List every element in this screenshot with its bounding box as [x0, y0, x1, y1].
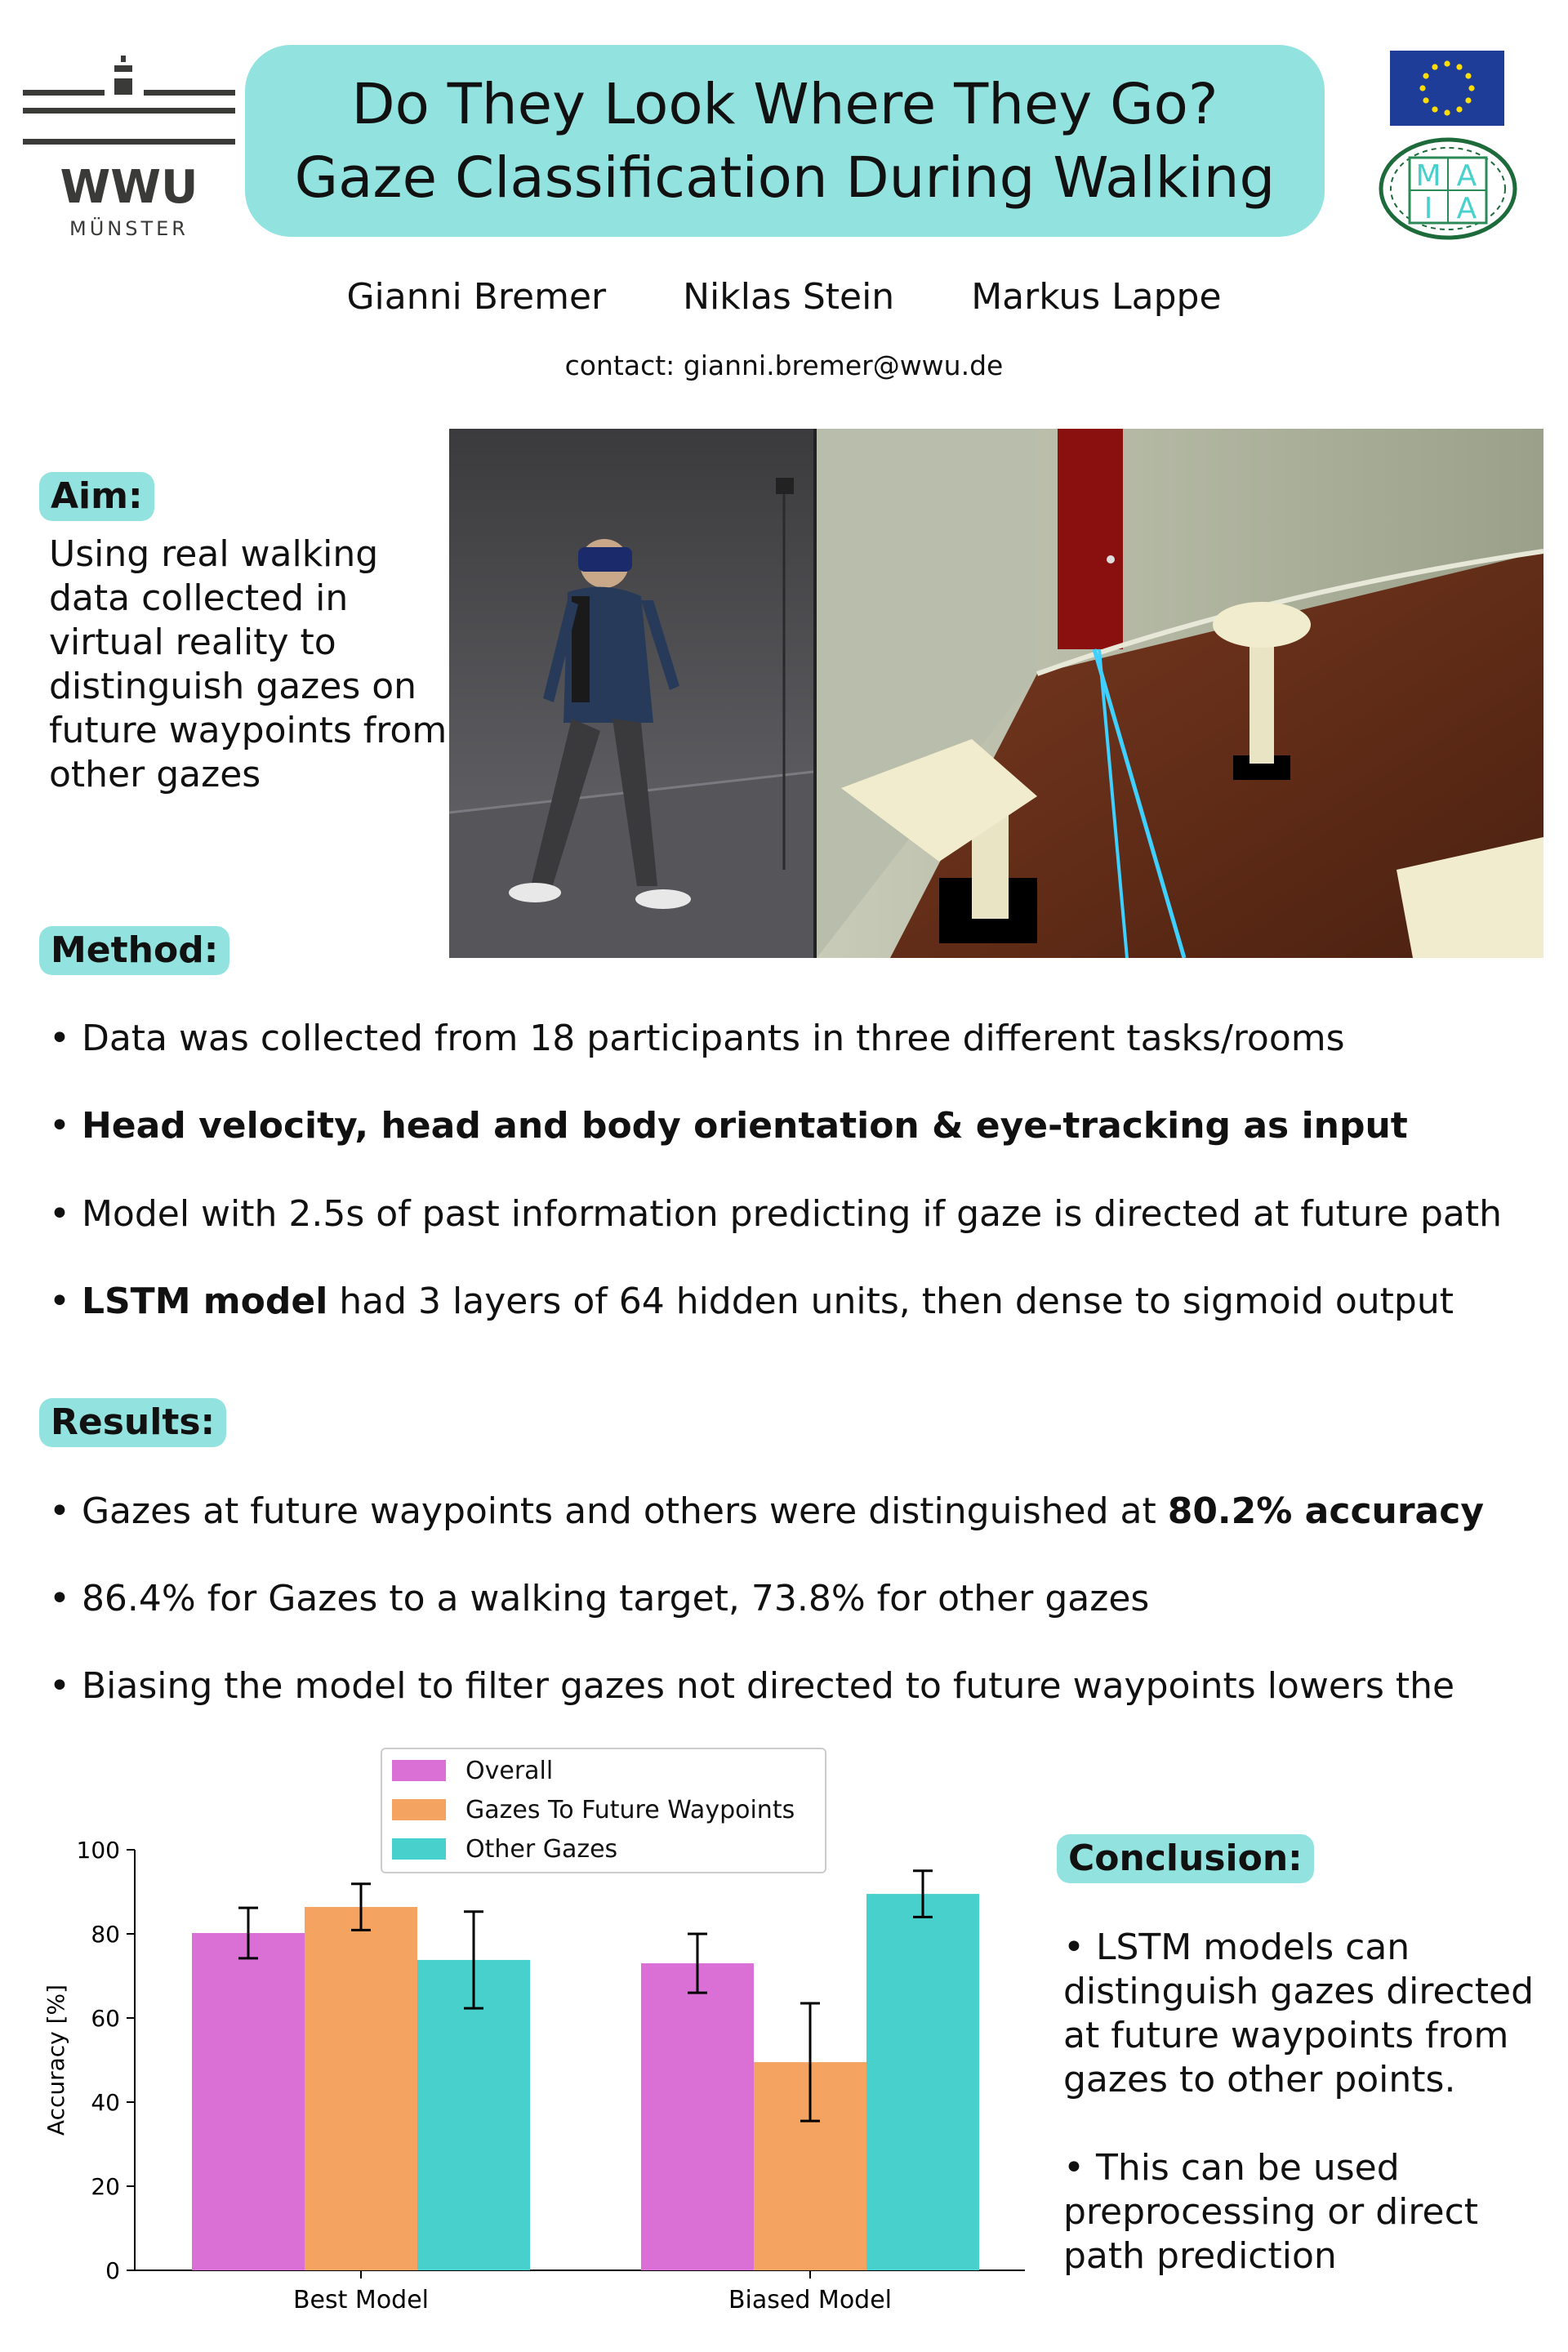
y-tick-label: 40	[91, 2089, 120, 2116]
legend-swatch-future	[392, 1799, 446, 1820]
y-tick-label: 80	[91, 1921, 120, 1948]
legend-label-overall: Overall	[466, 1756, 554, 1785]
legend-item-other	[392, 1833, 617, 1865]
bar-1-0	[305, 1907, 417, 2270]
eu-flag-icon	[1390, 51, 1504, 126]
aim-label: Aim:	[39, 472, 154, 521]
results-label: Results:	[39, 1398, 226, 1447]
eu-star	[1456, 64, 1462, 69]
legend-item-overall	[392, 1754, 553, 1787]
svg-text:A: A	[1456, 192, 1477, 225]
y-tick-label: 60	[91, 2005, 120, 2032]
svg-text:M: M	[1415, 159, 1441, 193]
eu-star	[1423, 73, 1428, 78]
method-bullet-1: • Data was collected from 18 participants in three different tasks/rooms	[49, 1018, 1345, 1059]
eu-star	[1419, 85, 1425, 91]
y-tick-label: 20	[91, 2173, 120, 2200]
chart-legend	[381, 1748, 826, 1873]
author-list	[0, 276, 1568, 318]
eu-star	[1465, 73, 1471, 78]
conclusion-bullet-2: • This can be used preprocessing or direct path prediction	[1063, 2147, 1479, 2277]
conclusion-bullet-1: • LSTM models can distinguish gazes directed at future waypoints from gazes to other points.	[1063, 1927, 1535, 2100]
bar-0-0	[192, 1933, 305, 2270]
bar-0-1	[641, 1963, 754, 2270]
maia-logo	[1374, 135, 1522, 243]
legend-swatch-other	[392, 1838, 446, 1860]
eu-star	[1468, 85, 1474, 91]
y-axis-label: Accuracy [%]	[42, 1984, 69, 2136]
y-tick-label: 100	[76, 1837, 120, 1864]
title-banner	[245, 45, 1325, 237]
legend-item-future	[392, 1793, 795, 1826]
chart-bars	[192, 1894, 979, 2270]
conclusion-text	[1063, 1926, 1553, 2278]
title-line-2: Gaze Classification During Walking	[294, 145, 1276, 211]
svg-text:A: A	[1456, 159, 1477, 193]
eu-star	[1444, 109, 1450, 115]
wwu-logo-subtext: MÜNSTER	[69, 217, 189, 240]
contact-email[interactable]: contact: gianni.bremer@wwu.de	[564, 350, 1004, 381]
results-bullet-2: • 86.4% for Gazes to a walking target, 73.8% for other gazes	[49, 1578, 1150, 1619]
method-bullet-3: • Model with 2.5s of past information predicting if gaze is directed at future path	[49, 1193, 1502, 1235]
eu-star	[1423, 97, 1428, 103]
eu-star	[1432, 64, 1437, 69]
eu-star	[1432, 106, 1437, 112]
eu-star	[1465, 97, 1471, 103]
eu-star	[1456, 106, 1462, 112]
results-bullet-3: • Biasing the model to filter gazes not directed to future waypoints lowers the	[49, 1665, 1455, 1707]
method-bullet-4: • LSTM model had 3 layers of 64 hidden units, then dense to sigmoid output	[49, 1281, 1454, 1322]
author-3: Markus Lappe	[971, 276, 1222, 318]
photo-vr-scene	[817, 429, 1544, 958]
title-line-1: Do They Look Where They Go?	[351, 71, 1218, 137]
svg-text:I: I	[1423, 192, 1433, 225]
legend-label-future: Gazes To Future Waypoints	[466, 1795, 795, 1824]
conclusion-label: Conclusion:	[1057, 1834, 1314, 1883]
x-tick-label: Biased Model	[728, 2286, 893, 2314]
bar-2-1	[866, 1894, 979, 2270]
legend-label-other: Other Gazes	[466, 1834, 618, 1864]
legend-swatch-overall	[392, 1760, 446, 1781]
photo-walking-participant	[449, 429, 813, 958]
author-1: Gianni Bremer	[346, 276, 607, 318]
eu-star	[1444, 60, 1450, 66]
method-bullet-2: • Head velocity, head and body orientation & eye-tracking as input	[49, 1105, 1408, 1147]
y-tick-label: 0	[105, 2257, 120, 2284]
aim-text: Using real walking data collected in virtual reality to distinguish gazes on future waypoints from other gazes	[49, 533, 448, 795]
results-bullet-1: • Gazes at future waypoints and others were distinguished at 80.2% accuracy	[49, 1490, 1485, 1532]
method-label: Method:	[39, 926, 229, 975]
x-tick-label: Best Model	[292, 2286, 430, 2314]
vr-photo-composite	[449, 429, 1544, 958]
wwu-logo-text: WWU	[60, 161, 198, 214]
wwu-logo	[23, 47, 235, 243]
author-2: Niklas Stein	[683, 276, 895, 318]
